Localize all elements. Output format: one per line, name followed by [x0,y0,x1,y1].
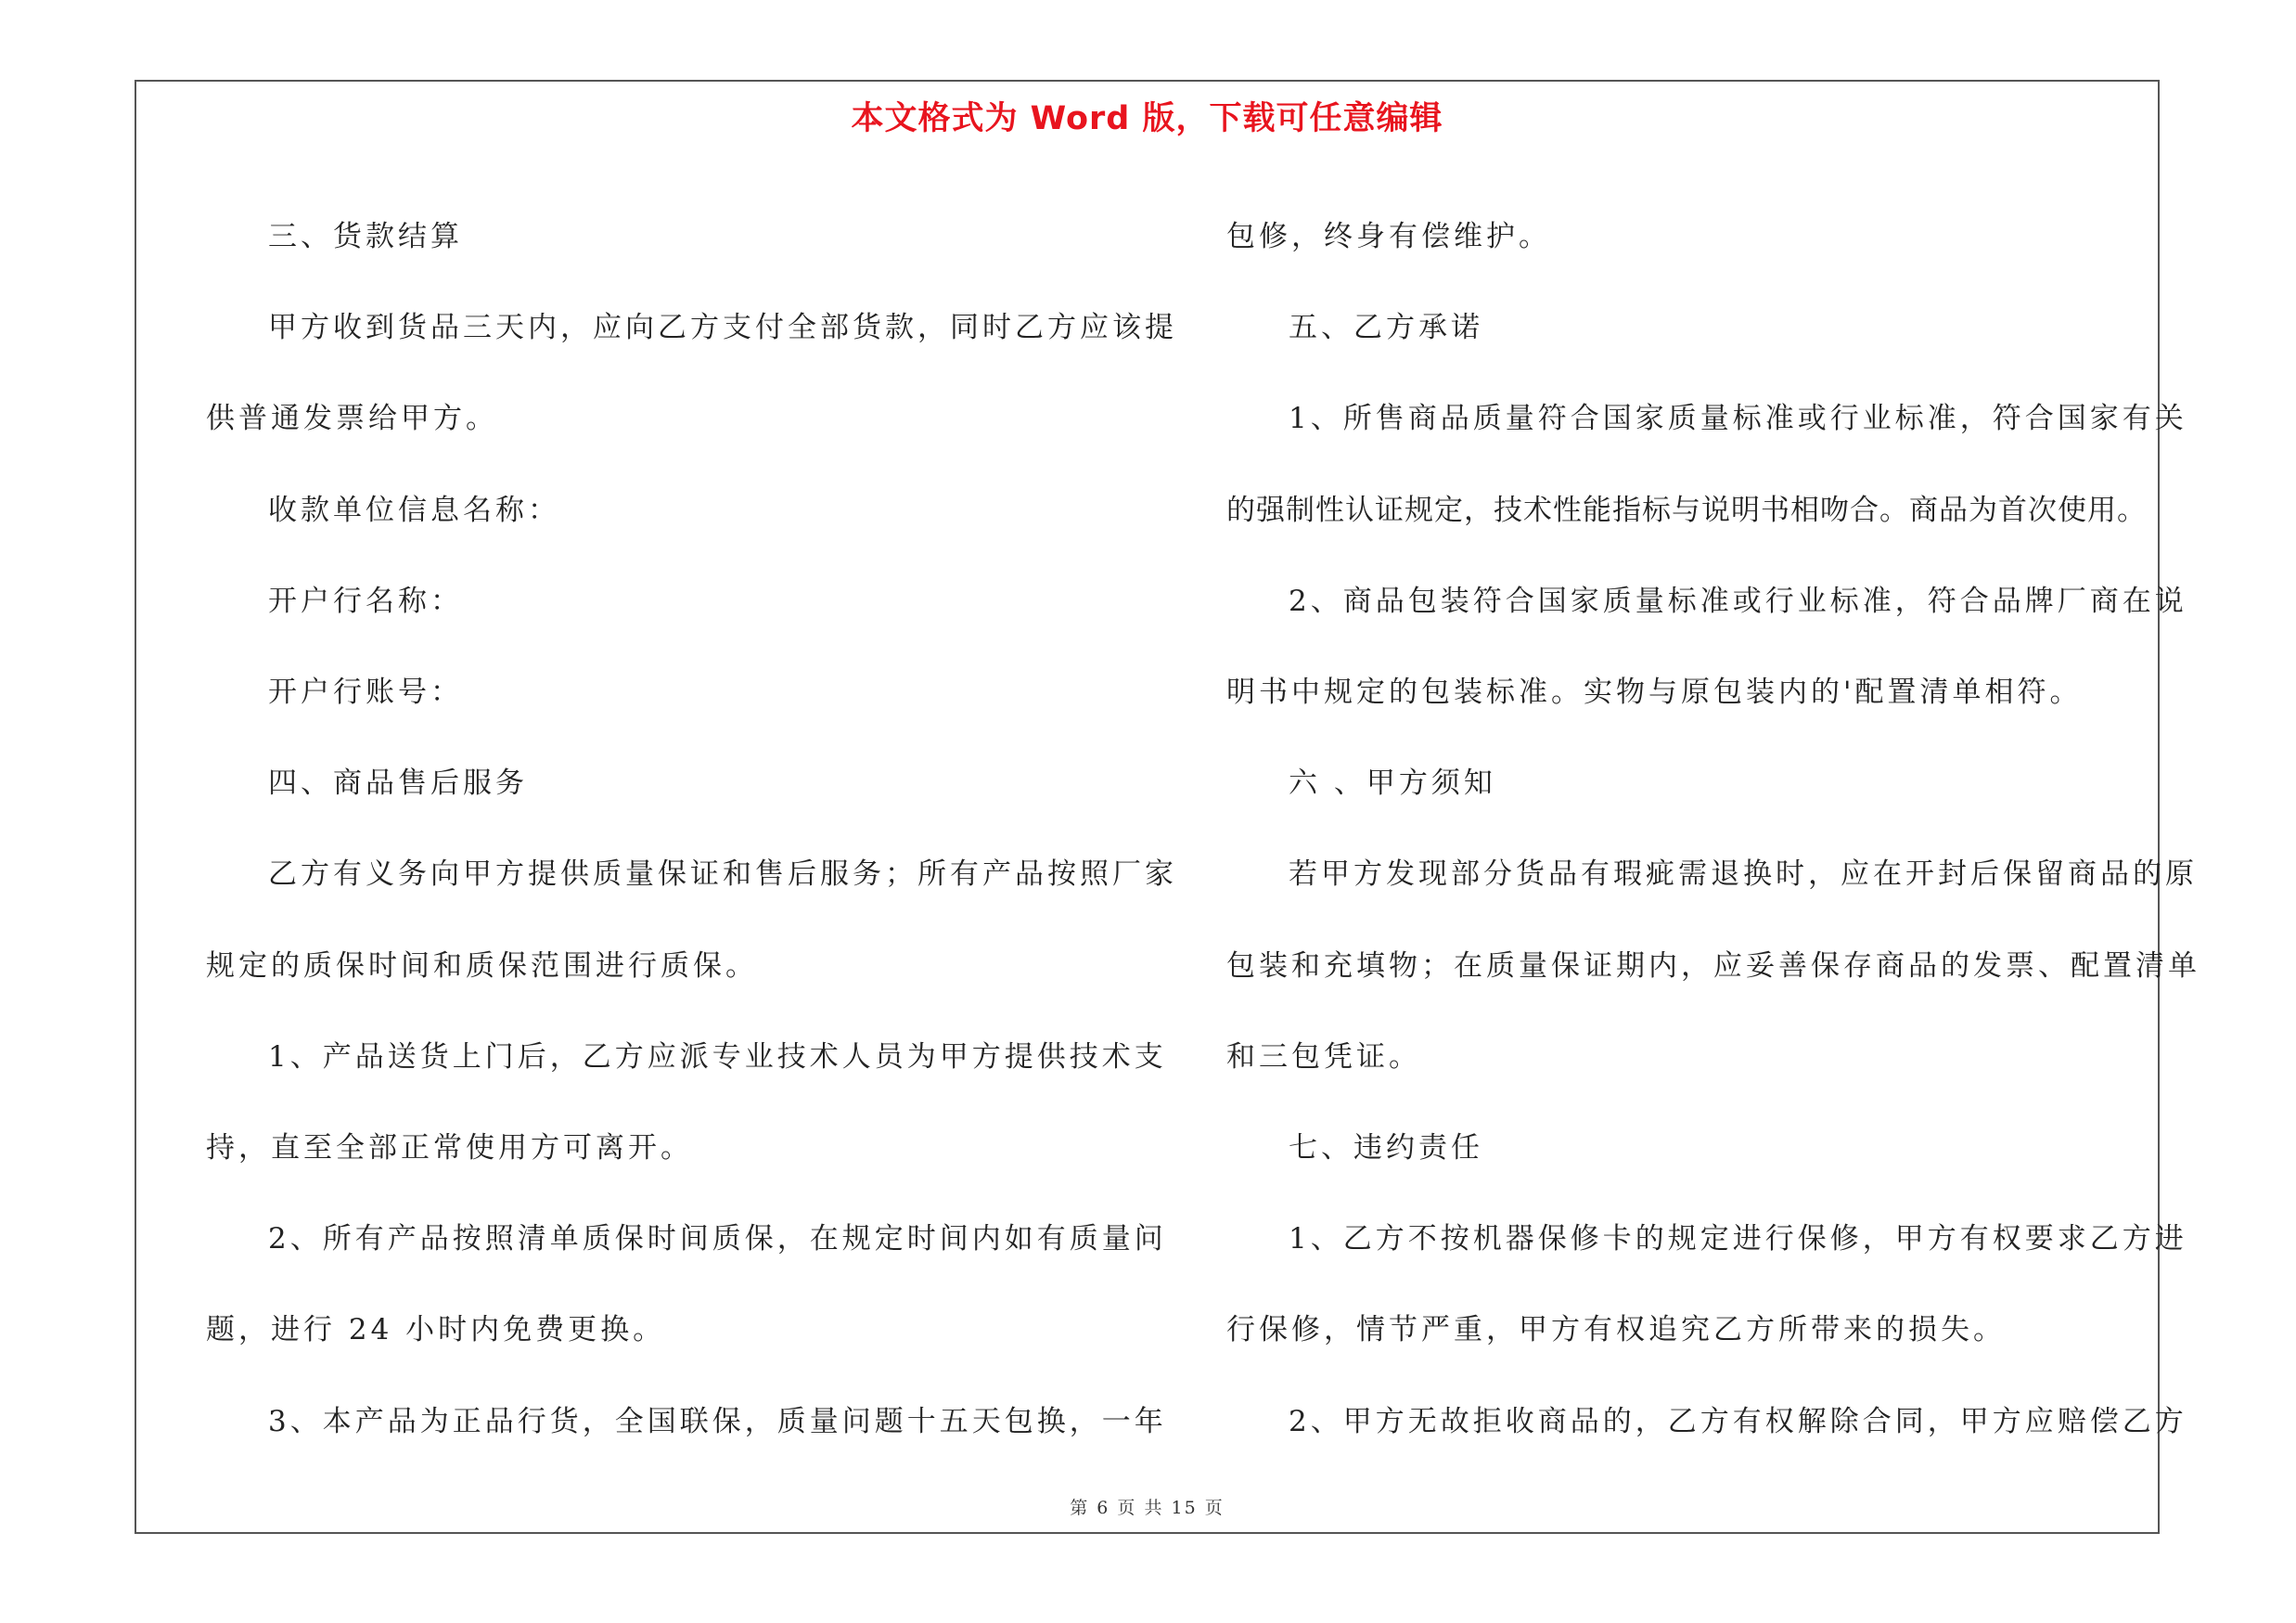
paragraph-line: 1、乙方不按机器保修卡的规定进行保修，甲方有权要求乙方进 [1289,1222,2187,1256]
left-column [206,191,1177,1467]
paragraph-line: 的强制性认证规定，技术性能指标与说明书相吻合。商品为首次使用。 [1226,493,2147,527]
section-heading: 三、货款结算 [268,220,463,253]
section-heading: 五、乙方承诺 [1289,311,1483,345]
paragraph-line: 1、产品送货上门后，乙方应派专业技术人员为甲方提供技术支 [268,1039,1167,1074]
section-heading: 七、违约责任 [1289,1131,1483,1166]
paragraph-line: 包修，终身有偿维护。 [1226,220,1551,253]
page-frame [135,80,2200,1534]
paragraph-line: 1、所售商品质量符合国家质量标准或行业标准，符合国家有关 [1289,402,2187,436]
paragraph-line: 乙方有义务向甲方提供质量保证和售后服务；所有产品按照厂家 [268,857,1177,892]
paragraph-line: 持，直至全部正常使用方可离开。 [206,1131,693,1166]
section-heading: 四、商品售后服务 [268,766,528,801]
paragraph-line: 包装和充填物；在质量保证期内，应妥善保存商品的发票、配置清单 [1226,948,2200,983]
paragraph-line: 和三包凭证。 [1226,1039,1421,1074]
bank-account-field: 开户行账号： [268,676,463,710]
page-number-footer: 第 6 页 共 15 页 [1070,1498,1225,1518]
bank-name-field: 开户行名称： [268,584,463,618]
paragraph-line: 若甲方发现部分货品有瑕疵需退换时，应在开封后保留商品的原 [1289,857,2198,892]
section-heading: 六 、甲方须知 [1289,766,1496,801]
paragraph-line: 2、商品包装符合国家质量标准或行业标准，符合品牌厂商在说 [1289,584,2187,618]
word-format-banner: 本文格式为 Word 版，下载可任意编辑 [851,100,1443,137]
paragraph-line: 3、本产品为正品行货，全国联保，质量问题十五天包换，一年 [268,1404,1167,1438]
paragraph-line: 2、所有产品按照清单质保时间质保，在规定时间内如有质量问 [268,1222,1167,1256]
paragraph-line: 题，进行 24 小时内免费更换。 [206,1313,666,1347]
paragraph-line: 2、甲方无故拒收商品的，乙方有权解除合同，甲方应赔偿乙方 [1289,1404,2187,1438]
paragraph-line: 明书中规定的包装标准。实物与原包装内的'配置清单相符。 [1226,676,2083,710]
paragraph-line: 供普通发票给甲方。 [206,402,498,436]
payee-name-field: 收款单位信息名称： [268,493,560,527]
right-column [1226,191,2200,1467]
paragraph-line: 甲方收到货品三天内，应向乙方支付全部货款，同时乙方应该提 [268,311,1177,345]
paragraph-line: 行保修，情节严重，甲方有权追究乙方所带来的损失。 [1226,1313,2006,1347]
paragraph-line: 规定的质保时间和质保范围进行质保。 [206,948,758,983]
